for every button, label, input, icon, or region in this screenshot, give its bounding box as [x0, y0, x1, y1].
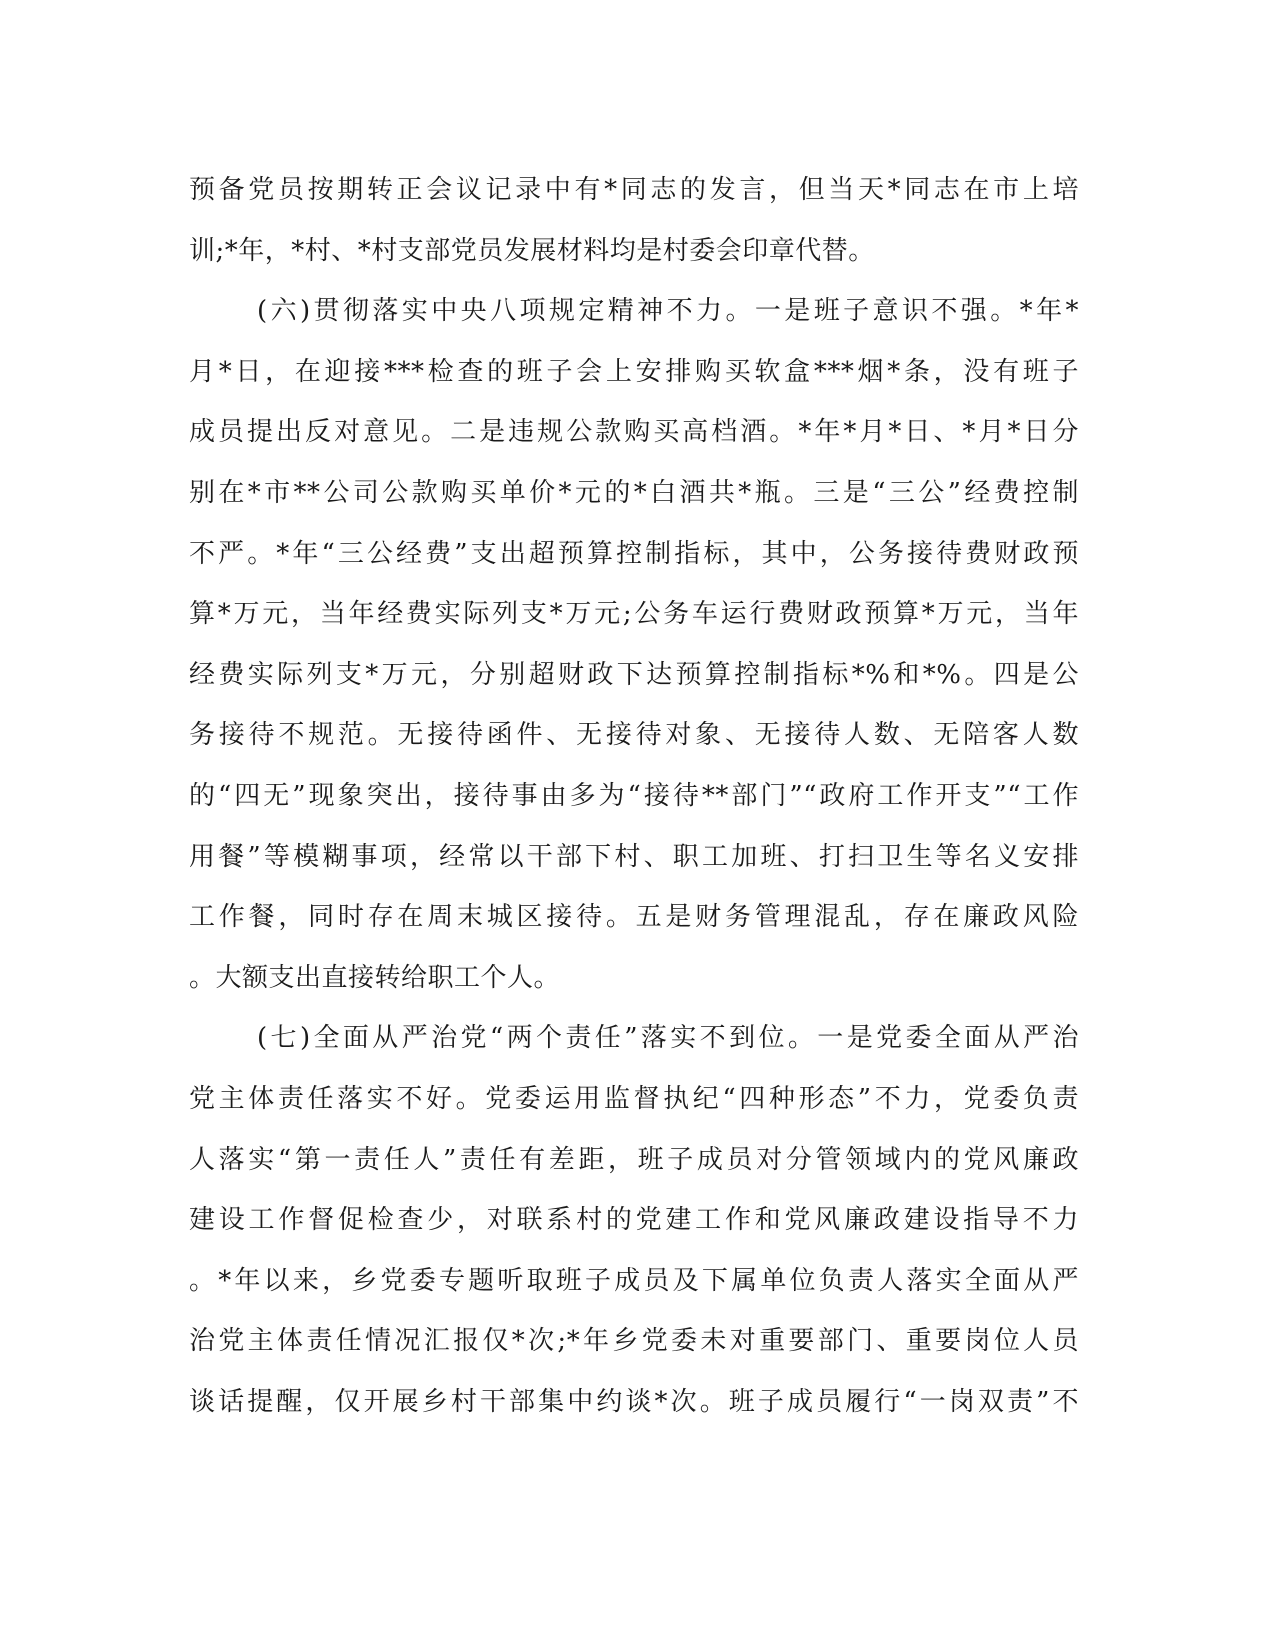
text-line: 工作餐，同时存在周末城区接待。五是财务管理混乱，存在廉政风险: [189, 902, 1079, 933]
text-line: 。*年以来，乡党委专题听取班子成员及下属单位负责人落实全面从严: [189, 1265, 1079, 1296]
text-line: 经费实际列支*万元，分别超财政下达预算控制指标*%和*%。四是公: [189, 659, 1079, 690]
text-line: 成员提出反对意见。二是违规公款购买高档酒。*年*月*日、*月*日分: [189, 417, 1079, 448]
text-line: 算*万元，当年经费实际列支*万元;公务车运行费财政预算*万元，当年: [189, 599, 1079, 630]
text-line: 人落实“第一责任人”责任有差距，班子成员对分管领域内的党风廉政: [189, 1144, 1079, 1175]
text-line: 建设工作督促检查少，对联系村的党建工作和党风廉政建设指导不力: [189, 1205, 1079, 1236]
paragraph-start-line: (七)全面从严治党“两个责任”落实不到位。一是党委全面从严治: [257, 1023, 1079, 1054]
text-line: 训;*年，*村、*村支部党员发展材料均是村委会印章代替。: [189, 235, 875, 266]
text-line: 谈话提醒，仅开展乡村干部集中约谈*次。班子成员履行“一岗双责”不: [189, 1386, 1079, 1417]
paragraph-start-line: (六)贯彻落实中央八项规定精神不力。一是班子意识不强。*年*: [257, 296, 1079, 327]
text-line: 。大额支出直接转给职工个人。: [189, 962, 561, 993]
text-line: 不严。*年“三公经费”支出超预算控制指标，其中，公务接待费财政预: [189, 538, 1079, 569]
document-body: [189, 160, 1079, 1432]
text-line: 别在*市**公司公款购买单价*元的*白酒共*瓶。三是“三公”经费控制: [189, 477, 1079, 508]
text-line: 用餐”等模糊事项，经常以干部下村、职工加班、打扫卫生等名义安排: [189, 841, 1079, 872]
text-line: 治党主体责任情况汇报仅*次;*年乡党委未对重要部门、重要岗位人员: [189, 1326, 1079, 1357]
text-line: 党主体责任落实不好。党委运用监督执纪“四种形态”不力，党委负责: [189, 1083, 1079, 1114]
text-line: 务接待不规范。无接待函件、无接待对象、无接待人数、无陪客人数: [189, 720, 1079, 751]
text-line: 预备党员按期转正会议记录中有*同志的发言，但当天*同志在市上培: [189, 175, 1079, 205]
text-line: 月*日，在迎接***检查的班子会上安排购买软盒***烟*条，没有班子: [189, 356, 1079, 387]
text-line: 的“四无”现象突出，接待事由多为“接待**部门”“政府工作开支”“工作: [189, 780, 1079, 811]
